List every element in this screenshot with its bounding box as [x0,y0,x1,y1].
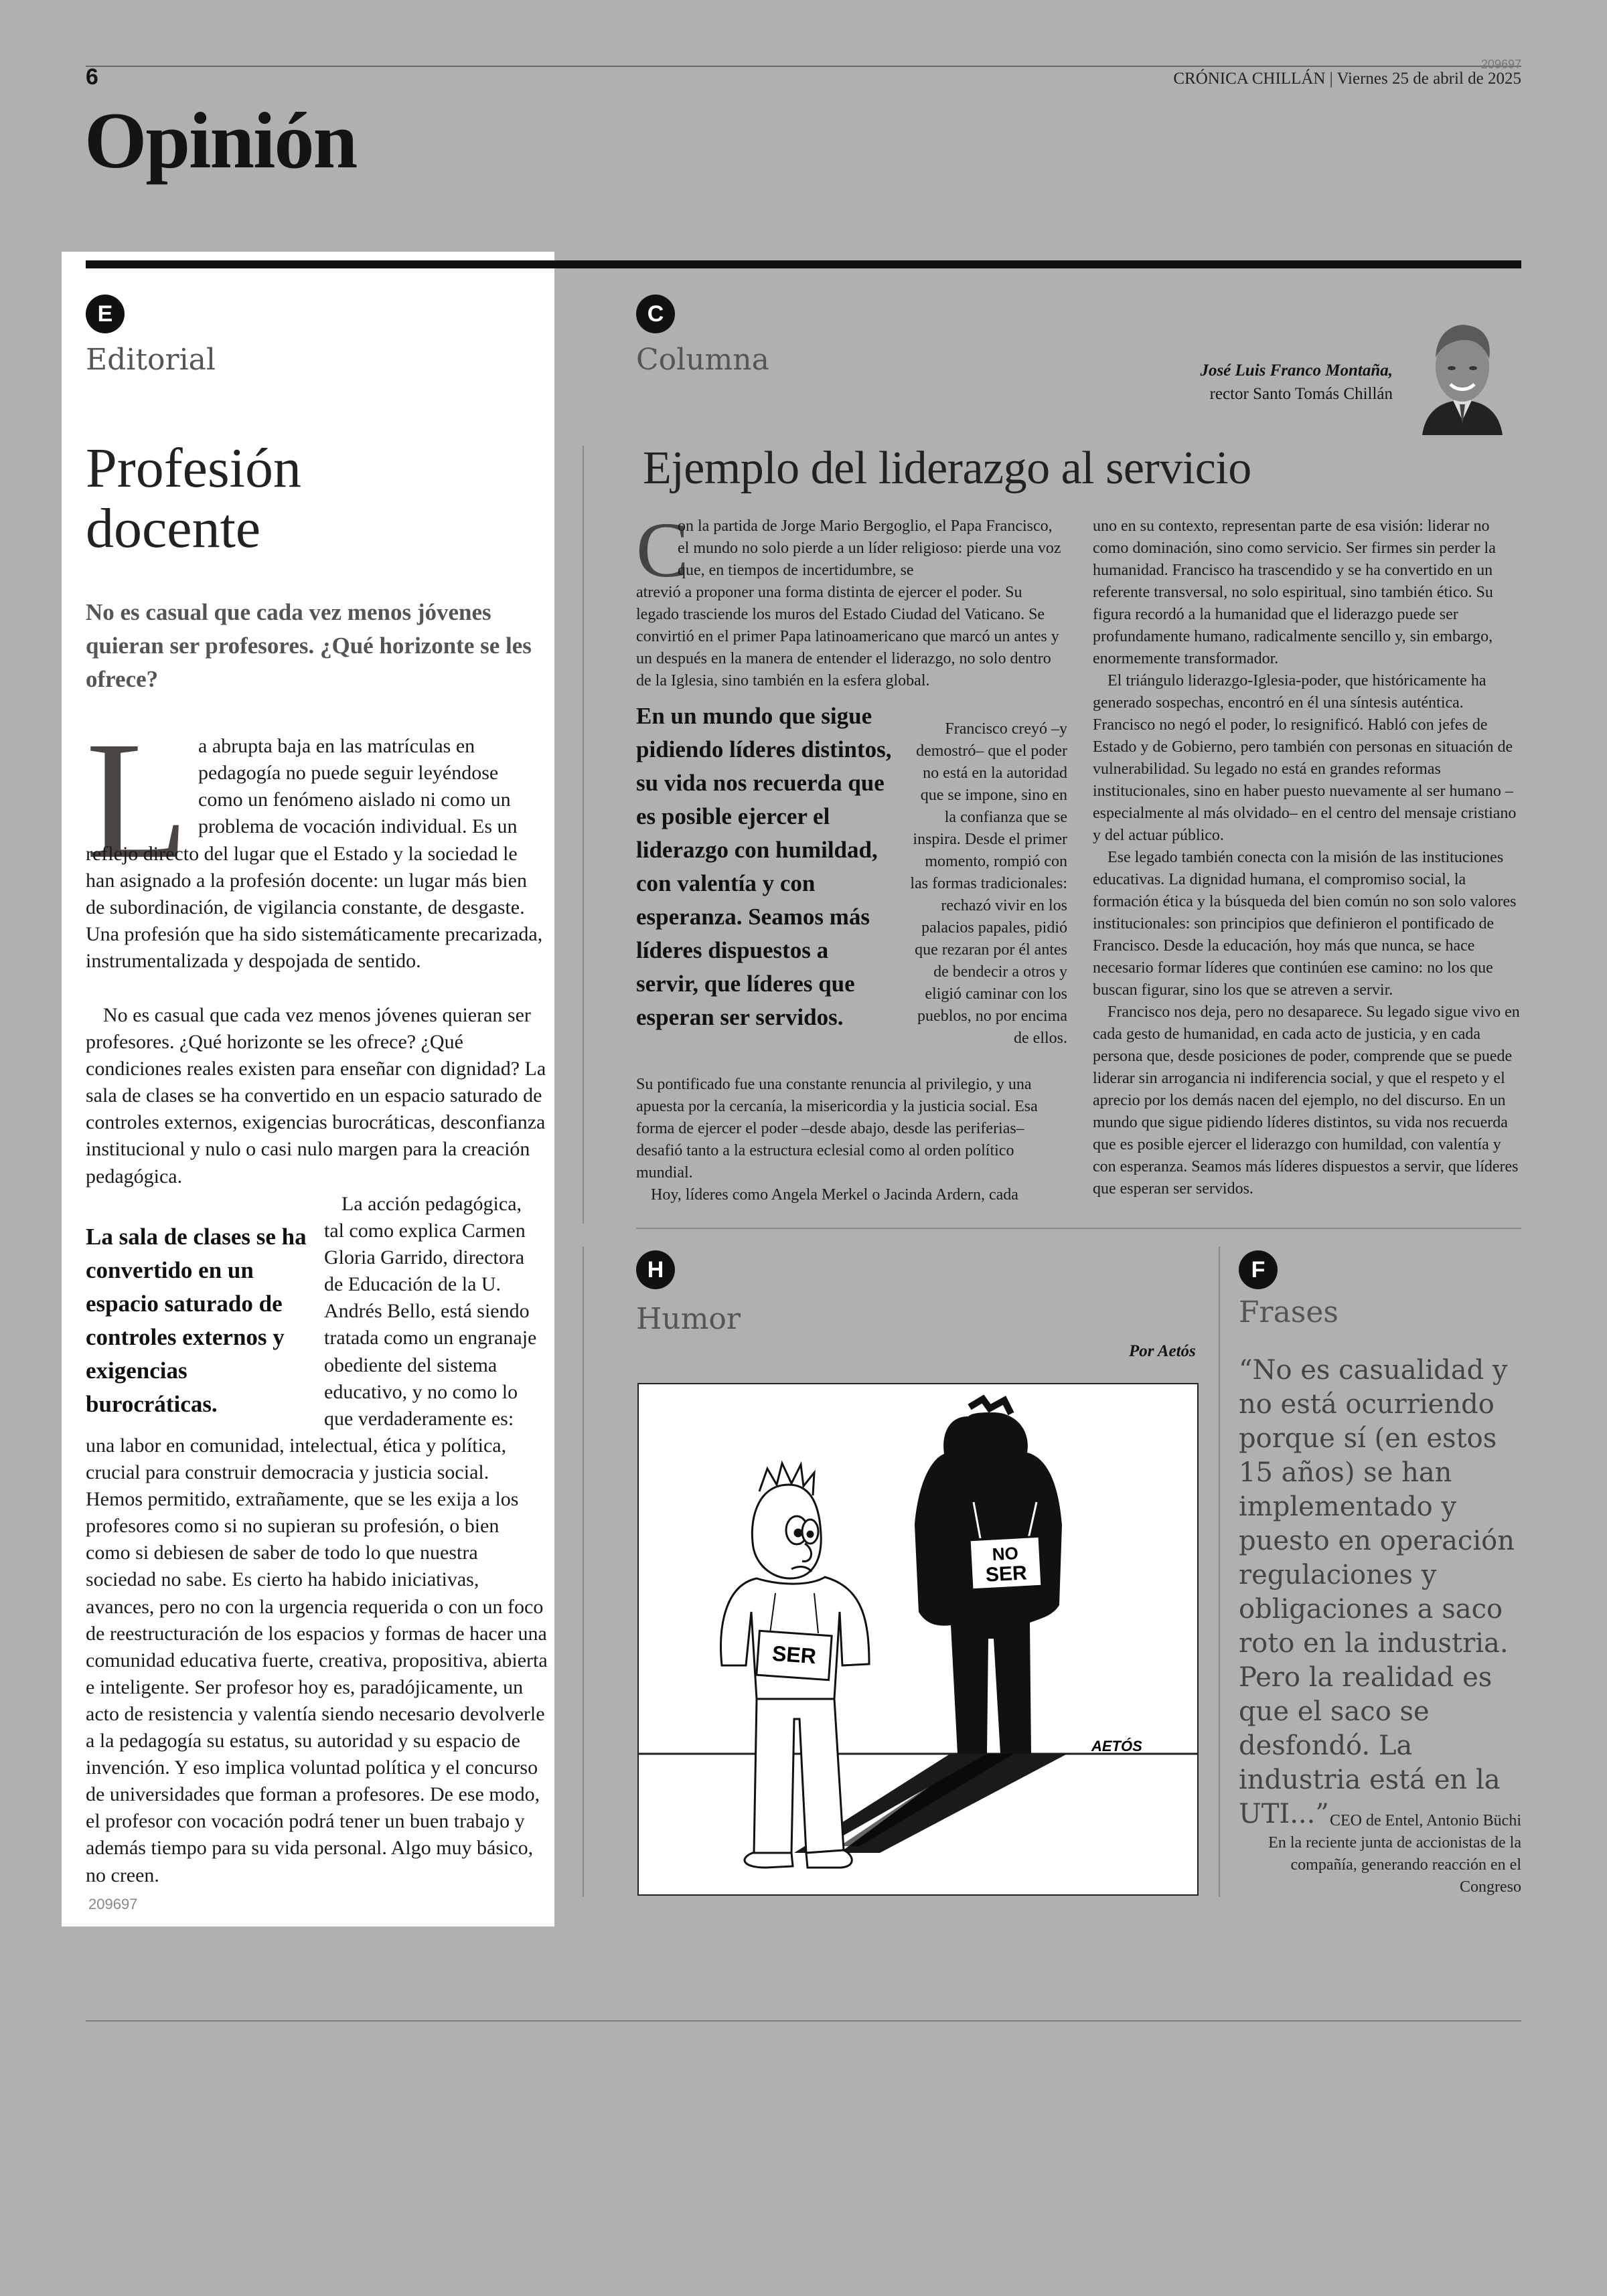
page-number: 6 [86,64,98,90]
column-second-column [1093,515,1521,1200]
editorial-headline-line1: Profesión [86,437,301,499]
cartoon-signature: AETÓS [1091,1738,1142,1754]
frases-attribution-name: CEO de Entel, Antonio Büchi [1330,1812,1521,1829]
column-paragraph-1-rest: atrevió a proponer una forma distinta de ejercer el poder. Su legado trasciende los muros del Estado Ciudad del Vaticano. Se convirtió en el primer Papa latinoamericano que marcó un antes y un después en la manera de entender el liderazgo, no solo dentro de la Iglesia, sino también en la esfera global. [636,584,1059,689]
column-dropcap: C [636,506,689,594]
cartoon-frame [637,1383,1199,1896]
humor-frases-separator [1219,1246,1220,1897]
editorial-code: 209697 [88,1896,138,1912]
cartoon-illustration [639,1384,1197,1894]
frases-quote: “No es casualidad y no está ocurriendo porque sí (en estos 15 años) se han implementado y puesto en operación regulaciones y obligaciones a saco roto en la industria. Pero la realidad es que el saco se desfondó. La industria está en la UTI...” [1239,1355,1515,1829]
frases-kicker: Frases [1239,1295,1338,1329]
column-badge: C [636,295,675,333]
humor-badge: H [636,1250,675,1289]
editorial-paragraph-2 [86,1002,548,1190]
editorial-paragraph-3-top [324,1191,542,1432]
editorial-headline-line2: docente [86,497,261,560]
editorial-paragraph-3-rest: una labor en comunidad, intelectual, ética y política, crucial para construir democracia y justicia social. Hemos permitido, extrañamente, que se les exija a los profesores como si no supieran su profesión, o bien como si debiesen de saber de todo lo que nuestra sociedad no sabe. Es cierto ha habido iniciativas, avances, pero no con la urgencia requerida o con un foco de reestructuración de los espacios y formas de hacer una comunidad educativa fuerte, creativa, propositiva, abierta e inteligente. Ser profesor hoy es, paradójicamente, un acto de resistencia y valentía siendo necesario devolverle a la pedagogía su estatus, su autoridad y su espacio de invención. Y eso implica voluntad política y el concurso de universidades que forman a profesores. De ese modo, el profesor con vocación podrá tener un buen trabajo y además tiempo para su vida personal. Algo muy básico, no creen. [86,1434,548,1886]
editorial-kicker: Editorial [86,343,216,377]
column-paragraph-3-text: Su pontificado fue una constante renuncia al privilegio, y una apuesta por la cercanía, la misericordia y la justicia social. Esa forma de ejercer el poder –desde abajo, desde las periferias– desafió tanto a la estructura eclesial como al orden político mundial. [636,1076,1038,1181]
frases-badge: F [1239,1250,1278,1289]
frases-attribution-context: En la reciente junta de accionistas de la compañía, generando reacción en el Congreso [1268,1834,1521,1896]
column-paragraph-2: Francisco creyó –y demostró– que el poder no está en la autoridad que se impone, sino en la confianza que se inspira. Desde el primer momento, rompió con las formas tradicionales: rechazó vivir en los palacios papales, pidió que rezaran por él antes de bendecir a otros y eligió caminar con los pueblos, no por encima de ellos. [910,720,1067,1047]
column-paragraph-4-text: Hoy, líderes como Angela Merkel o Jacinda Ardern, cada [651,1186,1018,1204]
column-separator-left [583,446,584,1224]
section-thick-rule [86,260,1521,268]
editorial-headline [86,438,487,559]
author-photo [1420,315,1505,435]
column-paragraph-1-top: on la partida de Jorge Mario Bergoglio, el Papa Francisco, el mundo no solo pierde a un líder religioso: pierde una voz que, en tiempos de incertidumbre, se [678,517,1061,579]
editorial-paragraph-2-text: No es casual que cada vez menos jóvenes quieran ser profesores. ¿Qué horizonte se les ofrece? ¿Qué condiciones reales existen para enseñar con dignidad? La sala de clases se ha convertido en un espacio saturado de controles externos, exigencias burocráticas, desconfianza institucional y nulo o casi nulo margen para la creación pedagógica. [86,1004,546,1187]
cartoon-sign-ser-right: SER [985,1562,1028,1586]
column-b-paragraph-1: uno en su contexto, representan parte de esa visión: liderar no como dominación, sino como servicio. Ser firmes sin perder la humanidad. Francisco ha trascendido y se ha convertido en un referente transversal, no solo espiritual, sino también ético. Su figura recordó a la humanidad que el liderazgo puede ser profundamente humano, radicalmente sencillo y, sin embargo, enormemente transformador. [1093,517,1496,667]
cartoon-sign-no-line1: NO [992,1543,1019,1565]
column-headline: Ejemplo del liderazgo al servicio [643,442,1251,494]
column-kicker: Columna [636,343,769,377]
column-paragraph-3 [636,1074,1067,1206]
column-b-paragraph-2: El triángulo liderazgo-Iglesia-poder, que históricamente ha generado sospechas, encontró en él una síntesis auténtica. Francisco no negó el poder, lo resignificó. Habló con jefes de Estado y de Gobierno, pero también con personas en situación de vulnerabilidad. Su legado no está en grandes reformas institucionales, sino en haber puesto nuevamente al ser humano –especialmente al más olvidado– en el centro del mensaje cristiano y del actuar público. [1093,672,1517,844]
column-b-paragraph-3: Ese legado también conecta con la misión de las instituciones educativas. La dignidad humana, el compromiso social, la formación ética y la búsqueda del bien común no son solo valores institucionales: son principios que definieron el pontificado de Francisco. Desde la educación, hoy más que nunca, se hace necesario formar líderes que continúen ese camino: no los que buscan figurar, sino los que se atreven a servir. [1093,849,1517,999]
editorial-paragraph-1-rest: reflejo directo del lugar que el Estado y la sociedad le han asignado a la profesión docente: un lugar más bien de subordinación, de vigilancia constante, de desgaste. Una profesión que ha sido sistemáticamente precarizada, instrumentalizada y despojada de sentido. [86,843,543,973]
humor-credit: Por Aetós [1129,1342,1196,1360]
editorial-dropcap: L [86,706,189,894]
author-name: José Luis Franco Montaña, [1200,361,1393,380]
cartoon-sign-ser-left: SER [771,1641,818,1669]
humor-kicker: Humor [636,1302,741,1336]
editorial-lede: No es casual que cada vez menos jóvenes quieran ser profesores. ¿Qué horizonte se les ofrece? [86,599,532,692]
editorial-paragraph-1-top: a abrupta baja en las matrículas en pedagogía no puede seguir leyéndose como un fenómeno aislado ni como un problema de vocación individual. Es un [198,735,518,838]
editorial-badge: E [86,295,125,333]
column-pullquote: En un mundo que sigue pidiendo líderes distintos, su vida nos recuerda que es posible ejercer el liderazgo con humildad, con valentía y con esperanza. Seamos más líderes dispuestos a servir, que líderes que esperan ser servidos. [636,703,892,1030]
column-b-paragraph-4: Francisco nos deja, pero no desaparece. Su legado sigue vivo en cada gesto de humanidad, en cada acto de justicia, y en cada persona que, desde posiciones de poder, comprende que se puede liderar sin arrogancia ni indiferencia social, y que el respeto y el aprecio por los demás nacen del ejemplo, no del discurso. En un mundo que sigue pidiendo líderes distintos, su vida nos recuerda que es posible ejercer el liderazgo con humildad, con valentía y con esperanza. Seamos más líderes dispuestos a servir, que líderes que esperan ser servidos. [1093,1003,1520,1198]
editorial-pullquote: La sala de clases se ha convertido en un espacio saturado de controles externos y exigencias burocráticas. [86,1224,307,1417]
section-title: Opinión [84,96,357,185]
publication-date: CRÓNICA CHILLÁN | Viernes 25 de abril de 2025 [1173,70,1521,88]
editorial-paragraph-3-top-text: La acción pedagógica, tal como explica Carmen Gloria Garrido, directora de Educación de la U. Andrés Bello, está siendo tratada como un engranaje obediente del sistema educativo, y no como lo que verdaderamente es: [324,1193,537,1430]
column-bottom-rule [636,1228,1521,1229]
page-bottom-rule [86,2020,1521,2022]
page-code: 209697 [1480,58,1521,71]
header-top-rule [86,66,1521,67]
column-separator-left-lower [583,1246,584,1897]
frases-attribution [1253,1810,1521,1898]
author-role: rector Santo Tomás Chillán [1209,385,1393,403]
